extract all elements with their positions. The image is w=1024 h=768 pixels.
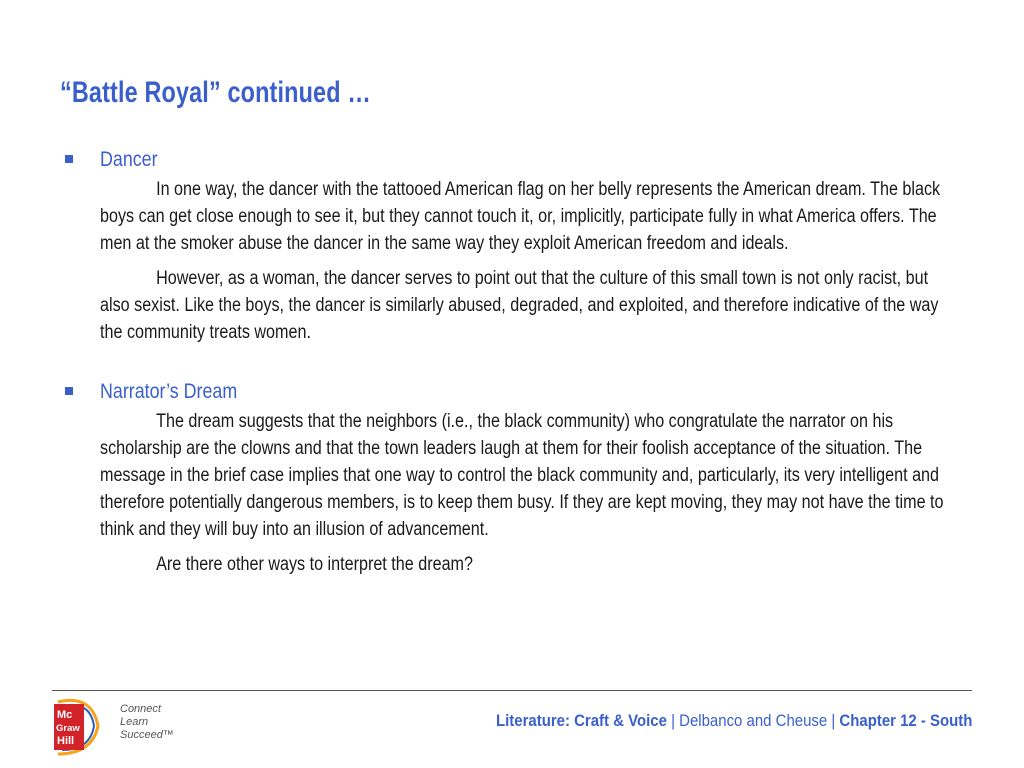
- footer-authors: Delbanco and Cheuse: [678, 711, 827, 730]
- logo-tagline-learn: Learn: [120, 716, 149, 728]
- section-heading: Narrator’s Dream: [100, 380, 238, 403]
- section-heading: Dancer: [100, 148, 158, 171]
- bullet-row: [60, 146, 960, 176]
- footer-separator: |: [670, 711, 675, 730]
- section-dancer: [60, 146, 960, 346]
- footer-chapter: Chapter 12 - South: [839, 711, 972, 730]
- footer-separator: |: [830, 711, 835, 730]
- footer-book-title: Literature: Craft & Voice: [495, 711, 667, 730]
- paragraph: In one way, the dancer with the tattooed American flag on her belly represents the American dream. The black boys can get close enough to see it, but they cannot touch it, or, implicitly, participate fully in what America offers. The men at the smoker abuse the dancer in the same way they exploit American freedom and ideals.: [100, 179, 941, 254]
- logo-mark-line: Graw: [56, 723, 80, 734]
- logo-tagline-succeed: Succeed™: [120, 729, 174, 741]
- square-bullet-icon: [65, 387, 73, 395]
- footer-divider: [52, 690, 972, 691]
- logo-mark-line: Hill: [57, 735, 75, 747]
- logo-mark-line: Mc: [57, 709, 73, 721]
- square-bullet-icon: [65, 155, 73, 163]
- paragraph: Are there other ways to interpret the dream?: [156, 554, 473, 575]
- section-narrators-dream: [60, 378, 960, 578]
- mcgraw-hill-logo: [52, 696, 192, 758]
- bullet-row: [60, 378, 960, 408]
- footer-citation: [496, 711, 972, 731]
- slide-body: [60, 146, 960, 586]
- paragraph: The dream suggests that the neighbors (i.e., the black community) who congratulate the narrator on his scholarship are the clowns and that the town leaders laugh at them for their foolish acceptance of the situation. The message in the brief case implies that one way to control the black community and, particularly, its very intelligent and therefore potentially dangerous members, is to keep them busy. If they are kept moving, they may not have the time to think and they will buy into an illusion of advancement.: [100, 411, 944, 540]
- logo-tagline-connect: Connect: [120, 703, 161, 715]
- paragraph: However, as a woman, the dancer serves to point out that the culture of this small town is not only racist, but also sexist. Like the boys, the dancer is similarly abused, degraded, and exploited, and therefore indicative of the way the community treats women.: [100, 268, 939, 343]
- slide-title: “Battle Royal” continued …: [60, 76, 371, 109]
- section-spacer: [60, 354, 960, 378]
